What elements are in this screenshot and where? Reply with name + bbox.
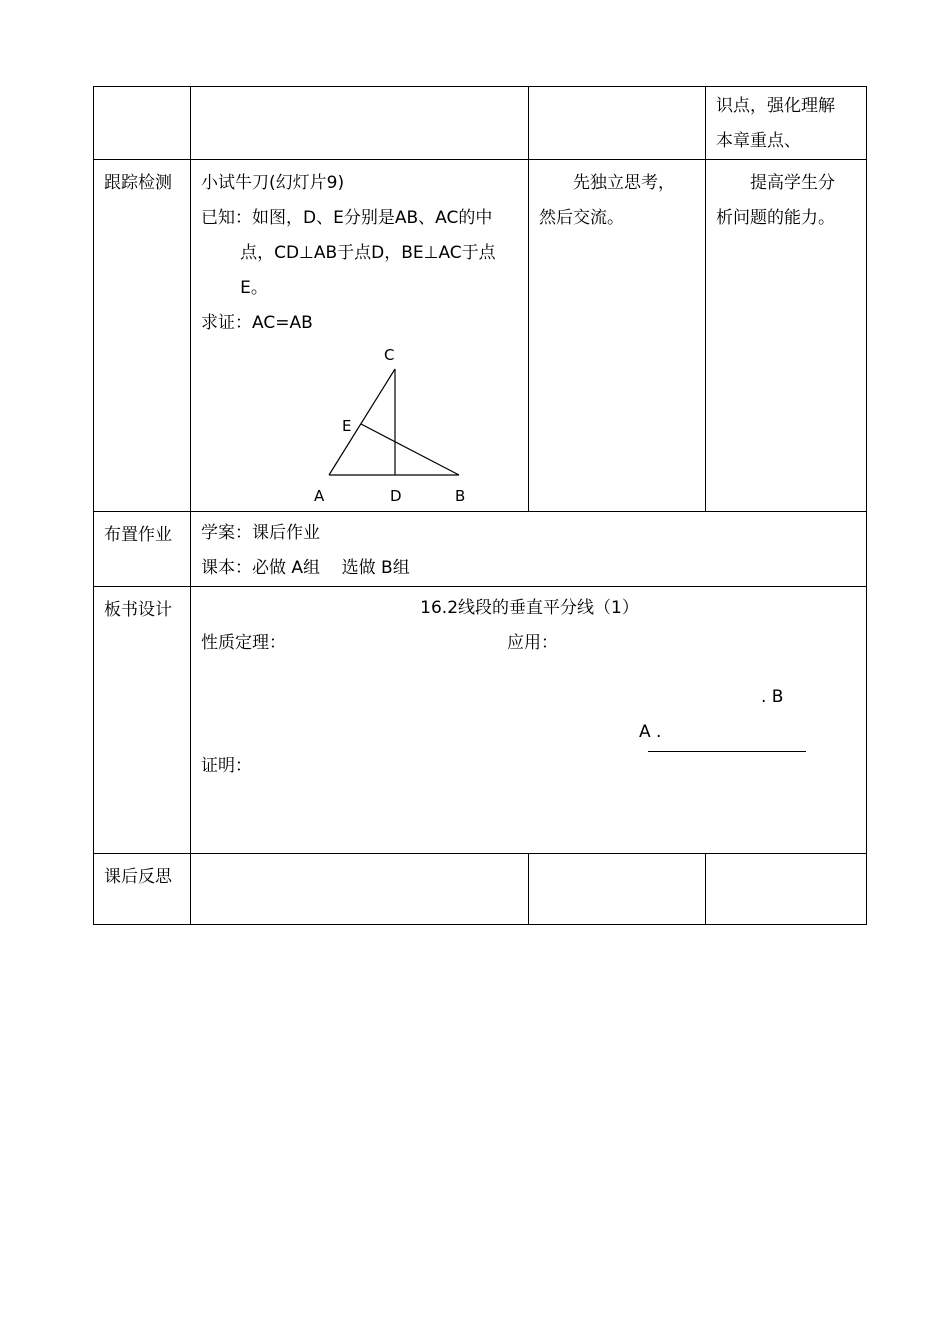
cell-homework-content [191,512,867,587]
given-line-2: 点，CD⊥AB于点D，BE⊥AC于点 [240,243,496,263]
segment-ac [329,369,395,475]
point-a-label: A . [639,722,662,742]
label-e: E [342,417,352,435]
intent-line-2: 本章重点、 [716,131,801,151]
intent-line-1: 识点，强化理解 [716,96,835,116]
label-b: B [455,487,466,505]
table-row-check [94,160,867,512]
activity-line-2: 然后交流。 [539,208,624,228]
table-row-continued [94,87,867,160]
cell-reflection-intent [706,854,867,925]
cell-empty-label [94,87,191,160]
label-d: D [390,487,402,505]
segment-line [648,751,806,752]
point-b-label: . B [761,687,784,707]
row-label-homework: 布置作业 [104,525,172,545]
lesson-plan-table [93,86,867,925]
given-line-3: E。 [240,278,268,298]
row-label-check: 跟踪检测 [104,173,172,193]
label-a: A [314,487,325,505]
property-theorem-label: 性质定理： [201,633,286,653]
row-label-reflection: 课后反思 [104,867,172,887]
cell-board-content [191,587,867,854]
design-line-2: 析问题的能力。 [716,208,835,228]
given-line-1: 已知：如图，D、E分别是AB、AC的中 [201,208,493,228]
cell-design-intent [706,160,867,512]
label-c: C [384,346,395,364]
table-row-homework [94,512,867,587]
cell-student-activity [529,160,706,512]
cell-board-label [94,587,191,854]
table-row-board [94,587,867,854]
exercise-title: 小试牛刀(幻灯片9) [201,173,345,193]
cell-check-content [191,160,529,512]
application-label: 应用： [507,633,558,653]
cell-reflection-activity [529,854,706,925]
design-line-1: 提高学生分 [750,173,835,193]
board-title: 16.2线段的垂直平分线（1） [420,598,639,618]
proof-label: 证明： [201,756,252,776]
homework-line-2: 课本：必做 A组 选做 B组 [201,558,410,578]
cell-homework-label [94,512,191,587]
cell-empty-activity [529,87,706,160]
cell-check-label [94,160,191,512]
cell-reflection-label [94,854,191,925]
segment-be [361,424,459,475]
cell-empty-content [191,87,529,160]
table-row-reflection [94,854,867,925]
cell-design-intent-continued [706,87,867,160]
triangle-figure [191,335,527,505]
cell-reflection-content [191,854,529,925]
prove-statement: 求证：AC=AB [201,313,313,333]
homework-line-1: 学案：课后作业 [201,523,320,543]
activity-line-1: 先独立思考， [573,173,675,193]
row-label-board: 板书设计 [104,600,172,620]
